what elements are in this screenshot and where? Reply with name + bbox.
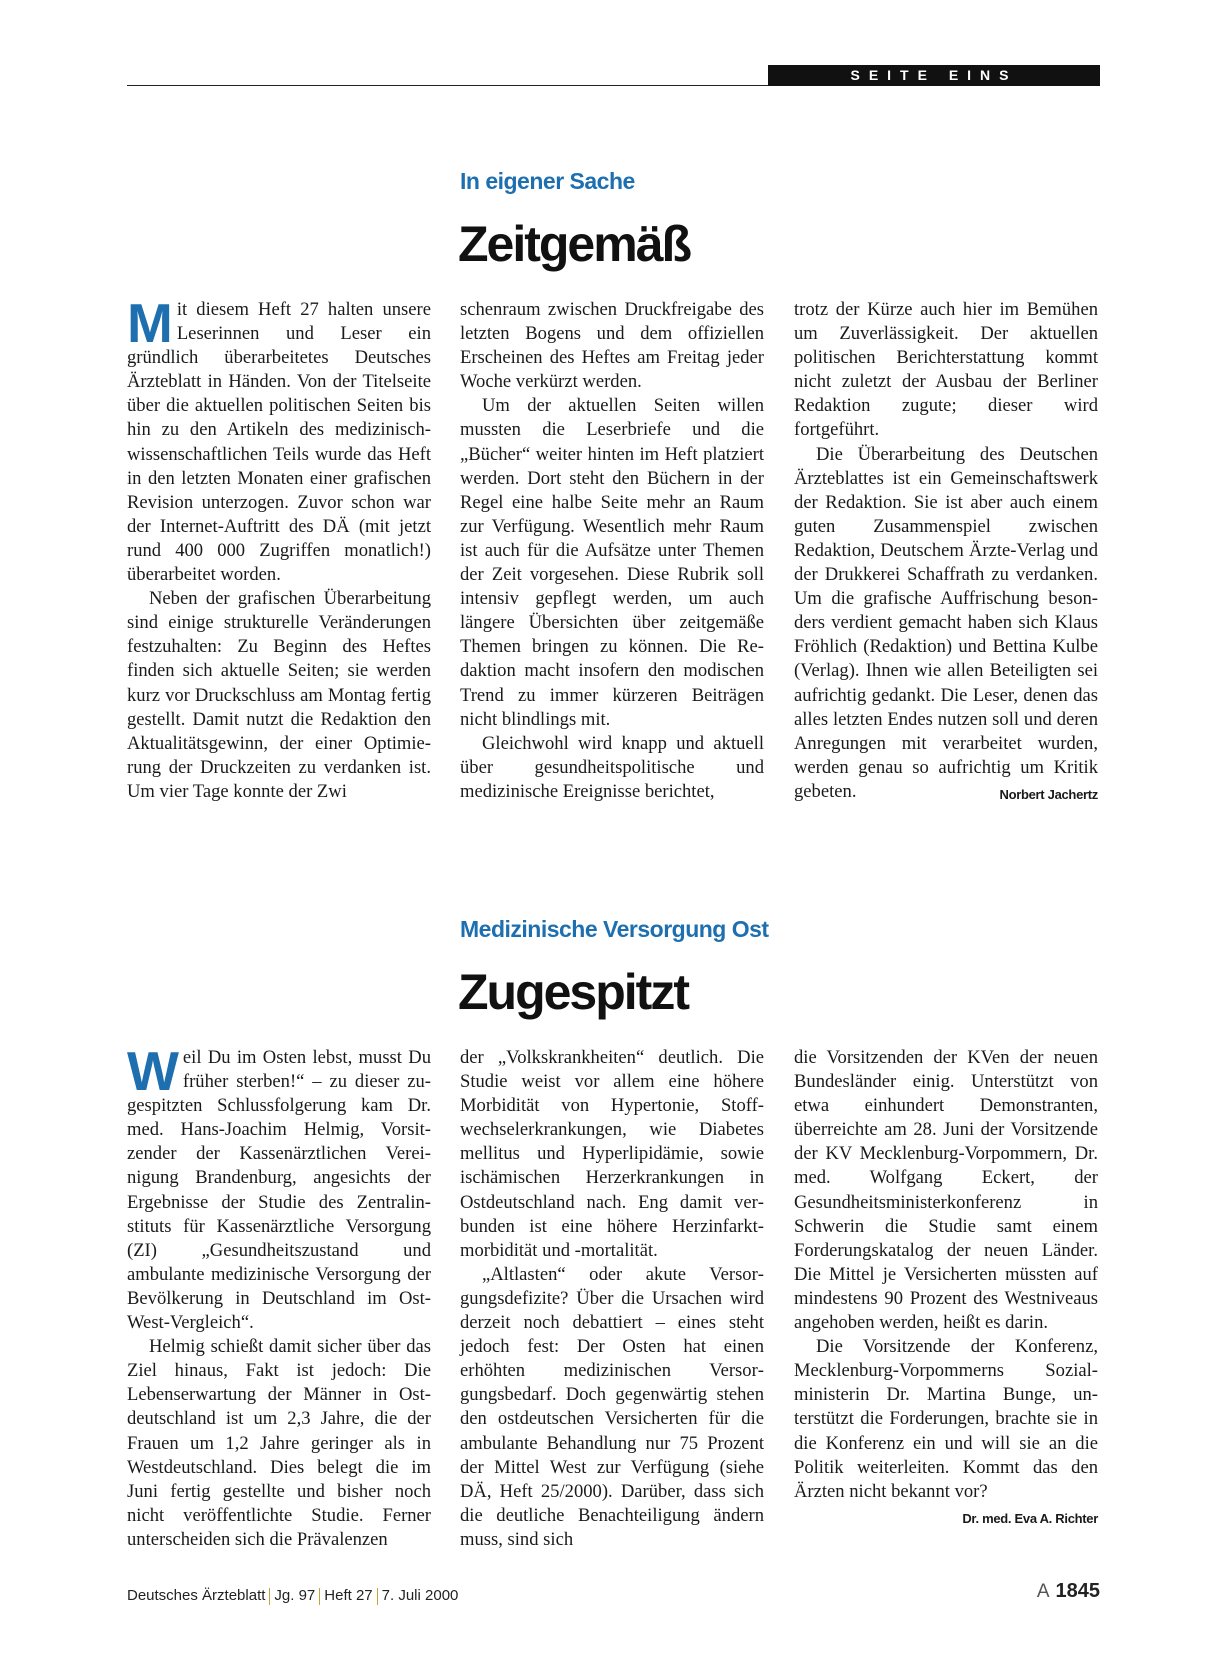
page-prefix: A (1036, 1581, 1050, 1602)
article1-column-3 (794, 298, 1098, 807)
article1-headline: Zeitgemäß (458, 216, 691, 272)
article2-paragraph (794, 1335, 1098, 1526)
article2-column-2 (460, 1046, 764, 1552)
footer-date: 7. Juli 2000 (381, 1587, 459, 1604)
footer-separator (269, 1588, 270, 1605)
article1-paragraph: Neben der grafischen Überarbeitung sind einige strukturelle Veränderungen festzuhalten: Zu Beginn des Heftes finden sich aktuelle Seiten; sie werden kurz vor Druckschluss am Montag fertig gestellt. Damit nutzt die Redaktion den Aktualitätsgewinn, der einer Optimierung der Druckzeiten zu verdanken ist. Um vier Tage konnte der Zwi (127, 588, 431, 802)
article2-paragraph: „Altlasten“ oder akute Versorgungsdefizite? Über die Ursachen wird derzeit noch debattiert – eines steht jedoch fest: Der Osten hat einen erhöhten medizinischen Versorgungsbedarf. Doch gegenwärtig stehen den ostdeutschen Versicherten für die ambulante Behandlung nur 75 Prozent der Mittel West zur Verfügung (siehe DÄ, Heft 25/2000). Darüber, dass sich die deutliche Benachteiligung ändern muss, sind sich (460, 1263, 764, 1550)
footer-journal: Deutsches Ärzteblatt (127, 1587, 266, 1604)
article1-text: Die Überarbeitung des Deutschen Ärzteblattes ist ein Gemeinschaftswerk der Redaktion. Sie ist aber auch einem guten Zusammenspiel zwischen Redaktion, Deutschem Ärzte-Verlag und der Drukkerei Schaffrath zu verdanken. Um die grafische Auffrischung besonders verdient gemacht haben sich Klaus Fröhlich (Redaktion) und Bettina Kulbe (Verlag). Ihnen wie allen Beteiligten sei aufrichtig gedankt. Die Leser, denen das alles letzten Endes nutzen soll und deren Anregungen mit verarbeitet wurden, werden genau so aufrichtig um Kritik gebeten. (794, 443, 1098, 802)
footer-citation (127, 1587, 458, 1605)
article1-paragraph (127, 292, 431, 587)
article2-headline: Zugespitzt (458, 964, 688, 1020)
article2-kicker: Medizinische Versorgung Ost (460, 916, 769, 942)
article1-paragraph: Um der aktuellen Seiten willen mussten die Leserbriefe und die „Bücher“ weiter hinten im Heft platziert werden. Dort steht den Büchern in der Regel eine halbe Seite mehr an Raum zur Verfügung. Wesentlich mehr Raum ist auch für die Aufsätze unter Themen der Zeit vorgesehen. Diese Rubrik soll intensiv gepflegt werden, um auch längere Übersichten über zeitgemäße Themen bringen zu können. Die Redaktion macht insofern den modischen Trend zu immer kürzeren Beiträgen nicht blindlings mit. (460, 395, 764, 730)
article1-dropcap: M (127, 292, 173, 354)
article2-text: eil Du im Osten lebst, musst Du früher sterben!“ – zu dieser zugespitzten Schlussfolgerung kam Dr. med. Hans-Joachim Helmig, Vorsitzender der Kassenärztlichen Vereinigung Brandenburg, angesichts der Ergebnisse der Studie des Zentralinstituts für Kassenärztliche Versorgung (ZI) „Gesundheitszustand und ambulante medizinische Versorgung der Bevölkerung in Deutschland im Ost-West-Vergleich“. (127, 1047, 431, 1334)
article2-paragraph: der „Volkskrankheiten“ deutlich. Die Studie weist vor allem eine höhere Morbidität von Hypertonie, Stoffwechselerkrankungen, wie Diabetes mellitus und Hyperlipidämie, sowie ischämischen Herzerkrankungen in Ostdeutschland nach. Eng damit verbunden ist eine höhere Herzinfarktmorbidität und -mortalität. (460, 1047, 764, 1261)
section-header: SEITE EINS (768, 65, 1100, 86)
footer-separator (319, 1588, 320, 1605)
article1-author: Norbert Jachertz (999, 786, 1098, 802)
article1-text: it diesem Heft 27 halten unsere Leserinnen und Leser ein gründlich überarbeitetes Deutsches Ärzteblatt in Händen. Von der Titelseite über die aktuellen politischen Seiten bis hin zu den Artikeln des medizinisch-wissenschaftlichen Teils wurde das Heft in den letzten Monaten einer grafischen Revision unterzogen. Zuvor schon war der Internet-Auftritt des DÄ (mit jetzt rund 400 000 Zugriffen monatlich!) überarbeitet worden. (127, 299, 431, 586)
article1-paragraph: schenraum zwischen Druckfreigabe des letzten Bogens und dem offiziellen Erscheinen des Heftes am Freitag jeder Woche verkürzt werden. (460, 299, 764, 393)
article2-paragraph (127, 1040, 431, 1335)
footer-separator (377, 1588, 378, 1605)
article2-paragraph: Helmig schießt damit sicher über das Ziel hinaus, Fakt ist jedoch: Die Lebenserwartung der Männer in Ostdeutschland ist um 2,3 Jahre, die der Frauen um 1,2 Jahre geringer als in Westdeutschland. Dies belegt die im Juni fertig gestellte und bisher noch nicht veröffentlichte Studie. Ferner unterscheiden sich die Prävalenzen (127, 1336, 431, 1550)
footer-volume: Jg. 97 (274, 1587, 316, 1604)
page-number (1037, 1580, 1100, 1603)
article1-paragraph (794, 443, 1098, 804)
page-number-value: 1845 (1055, 1580, 1100, 1602)
article2-text: Die Vorsitzende der Konferenz, Mecklenburg-Vorpommerns Sozialministerin Dr. Martina Bunge, unterstützt die Forderungen, brachte sie in die Konferenz ein und will sie an die Politik weiterleiten. Kommt das den Ärzten nicht bekannt vor? (794, 1336, 1098, 1502)
article2-column-3 (794, 1046, 1098, 1531)
article1-paragraph: Gleichwohl wird knapp und aktuell über gesundheitspolitische und medizinische Ereignisse berichtet, (460, 732, 764, 802)
footer-issue: Heft 27 (324, 1587, 373, 1604)
article2-column-1 (127, 1040, 431, 1552)
article1-kicker: In eigener Sache (460, 168, 635, 194)
header-rule (127, 85, 773, 86)
article2-author: Dr. med. Eva A. Richter (962, 1510, 1098, 1526)
article1-column-2 (460, 298, 764, 804)
article1-column-1 (127, 292, 431, 804)
article2-paragraph: die Vorsitzenden der KVen der neuen Bundesländer einig. Unterstützt von etwa einhundert Demonstranten, überreichte am 28. Juni der Vorsitzende der KV Mecklenburg-Vorpommern, Dr. med. Wolfgang Eckert, der Gesundheitsministerkonferenz in Schwerin die Studie samt einem Forderungskatalog der neuen Länder. Die Mittel je Versicherten müssten auf mindestens 90 Prozent des Westniveaus angehoben werden, heißt es darin. (794, 1047, 1098, 1334)
article2-dropcap: W (127, 1040, 179, 1102)
article1-paragraph: trotz der Kürze auch hier im Bemühen um Zuverlässigkeit. Der aktuellen politischen Berichterstattung kommt nicht zuletzt der Ausbau der Berliner Redaktion zugute; dieser wird fortgeführt. (794, 299, 1098, 441)
